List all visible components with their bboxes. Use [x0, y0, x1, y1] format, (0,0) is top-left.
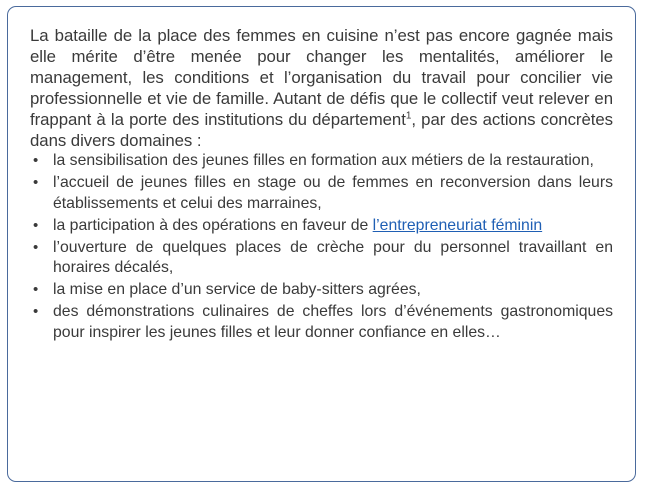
list-item — [30, 238, 613, 279]
entrepreneuriat-feminin-link[interactable]: l’entrepreneuriat féminin — [372, 216, 543, 234]
list-item-text: l’accueil de jeunes filles en stage ou de femmes en reconversion dans leurs établissements et celui des marraines, — [53, 174, 613, 212]
bullet-icon: • — [33, 216, 39, 234]
list-item — [30, 151, 613, 172]
list-item — [30, 280, 613, 301]
bullet-icon: • — [33, 238, 39, 256]
list-item-text: la sensibilisation des jeunes filles en formation aux métiers de la restauration, — [53, 152, 594, 169]
list-item-text: la participation à des opérations en faveur de — [53, 216, 373, 234]
intro-text-after: , par des actions concrètes dans divers domaines : — [30, 110, 613, 150]
list-item-text: des démonstrations culinaires de cheffes lors d’événements gastronomiques pour inspirer les jeunes filles et leur donner confiance en elles… — [53, 303, 613, 341]
intro-text: La bataille de la place des femmes en cuisine n’est pas encore gagnée mais elle mérite d’être menée pour changer les mentalités, améliorer le management, les conditions et l’organisation du travail pour concilier vie professionnelle et vie de famille. Autant de défis que le collectif veut relever en frappant à la porte des institutions du département — [30, 26, 613, 129]
bullet-icon: • — [33, 174, 39, 191]
list-item-text: l’ouverture de quelques places de crèche pour du personnel travaillant en horaires décalés, — [53, 238, 613, 276]
actions-list — [30, 151, 613, 343]
bullet-icon: • — [33, 281, 39, 298]
list-item-text: la mise en place d’un service de baby-sitters agrées, — [53, 281, 421, 298]
bullet-icon: • — [33, 303, 39, 320]
bullet-icon: • — [33, 152, 39, 169]
list-item — [30, 302, 613, 343]
intro-paragraph — [30, 25, 613, 151]
footnote-reference[interactable]: 1 — [405, 110, 412, 122]
list-item — [30, 216, 613, 237]
text-box — [7, 6, 636, 482]
list-item — [30, 173, 613, 214]
